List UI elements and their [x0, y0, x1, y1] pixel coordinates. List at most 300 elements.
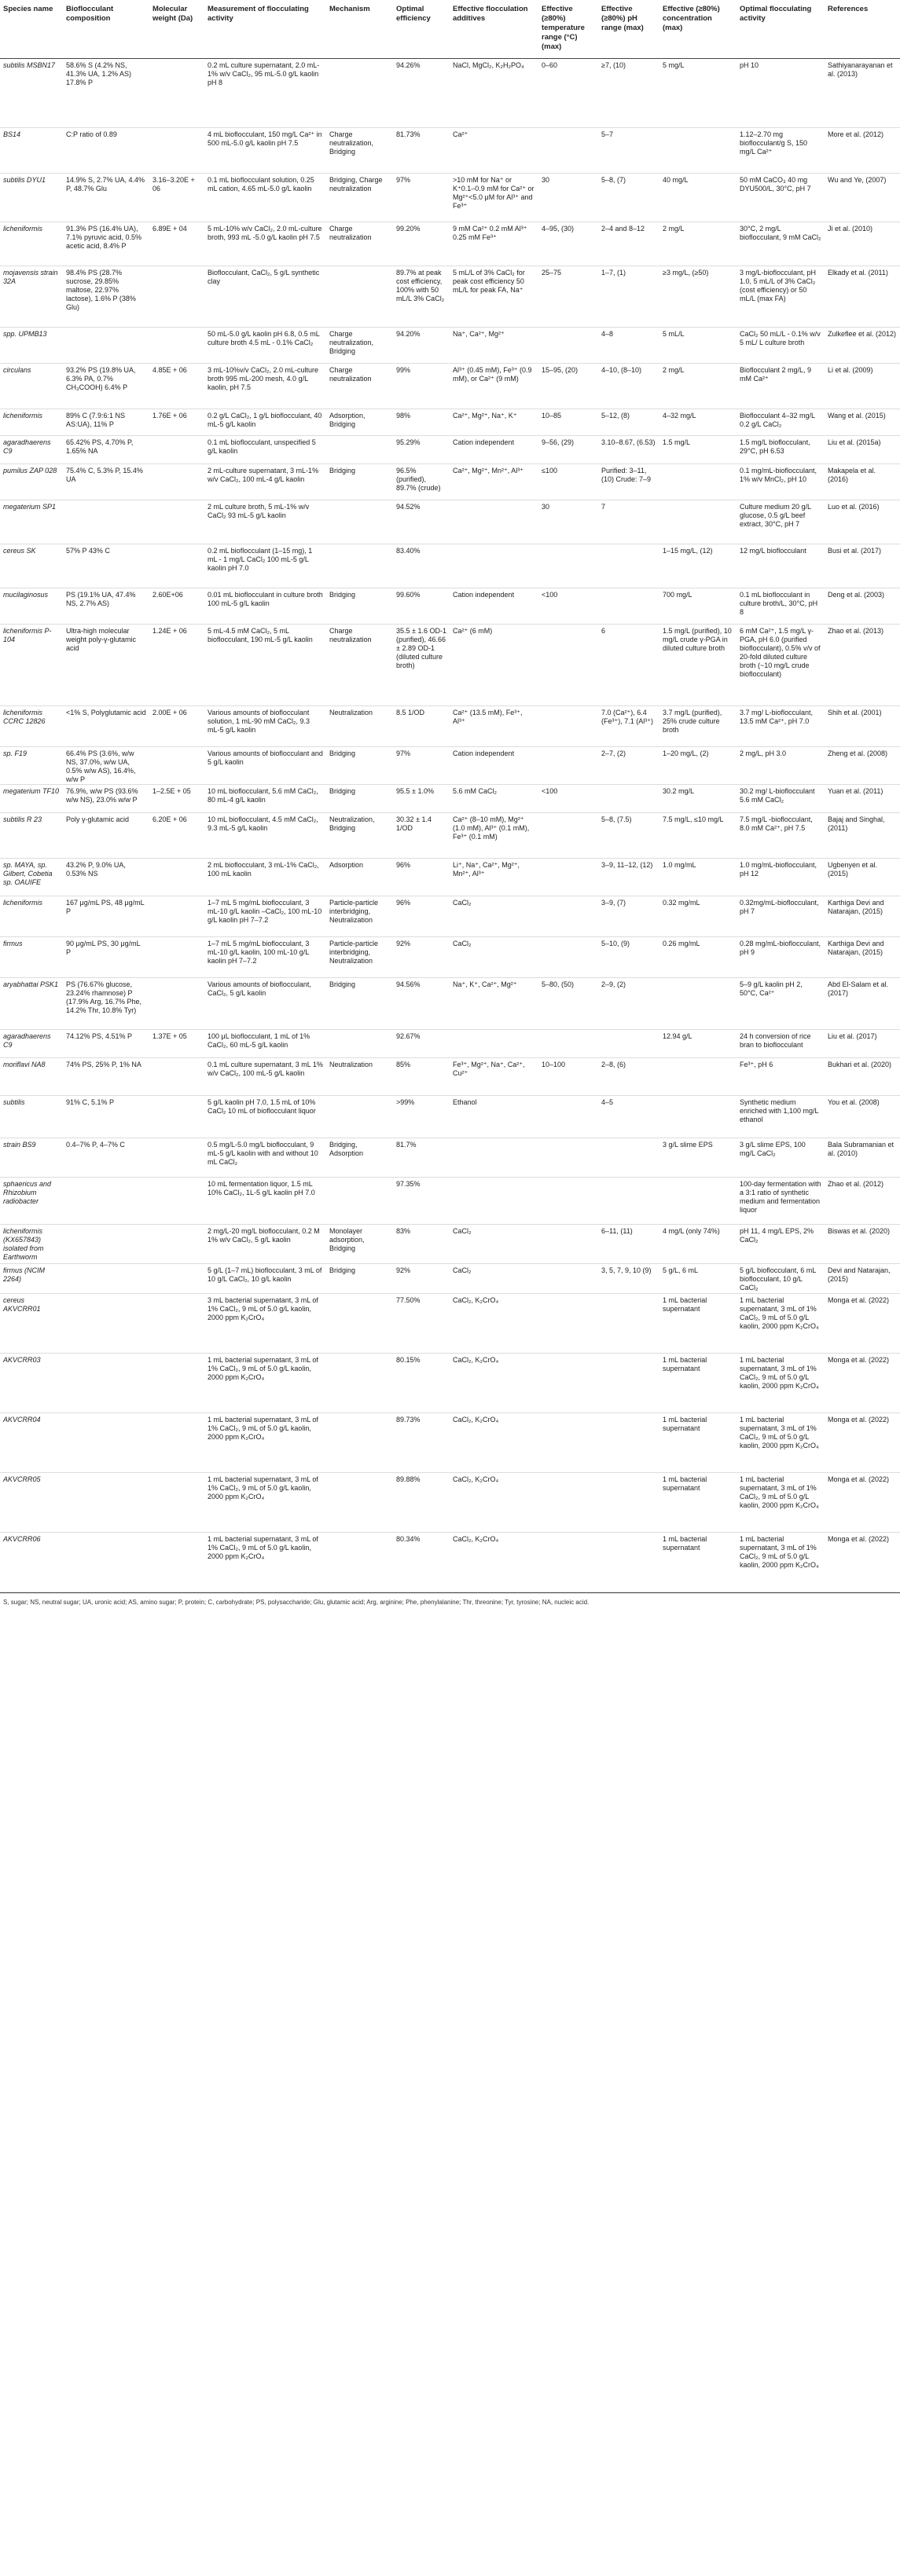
cell-effective-temperature-range: 30 — [542, 503, 550, 511]
cell-effective-concentration: 1 mL bacterial supernatant — [663, 1475, 707, 1492]
cell-effective-ph-range: 2–8, (6) — [601, 1061, 626, 1068]
cell-measurement-of-flocculating-activity: 5 g/L kaolin pH 7.0, 1.5 mL of 10% CaCl₂ 10 mL of bioflocculant liquor — [208, 1098, 316, 1115]
cell-mechanism — [326, 266, 393, 328]
cell-species-name: subtilis R 23 — [3, 815, 42, 823]
cell-species-name: strain BS9 — [3, 1141, 36, 1149]
cell-species-name: AKVCRR05 — [3, 1475, 41, 1483]
cell-molecular-weight — [149, 1058, 204, 1096]
cell-effective-flocculation-additives: Ca²⁺ (8–10 mM), Mg²⁺ (1.0 mM), Al³⁺ (0.1 mM), Fe³⁺ (0.1 mM) — [453, 815, 530, 841]
table-row — [0, 706, 900, 747]
table-row — [0, 1413, 900, 1473]
cell-measurement-of-flocculating-activity: 1 mL bacterial supernatant, 3 mL of 1% CaCl₂, 9 mL of 5.0 g/L kaolin, 2000 ppm K₂CrO₄ — [208, 1475, 318, 1501]
cell-effective-temperature-range: <100 — [542, 591, 558, 599]
cell-effective-ph-range: ≥7, (10) — [601, 61, 626, 69]
cell-bioflocculant-composition — [63, 1264, 149, 1294]
cell-mechanism: Charge neutralization — [329, 225, 372, 241]
cell-references: Deng et al. (2003) — [828, 591, 885, 599]
cell-measurement-of-flocculating-activity: 1–7 mL 5 mg/mL bioflocculant, 3 mL-10 g/L kaolin, 100 mL-10 g/L kaolin pH 7–7.2 — [208, 940, 310, 965]
cell-effective-flocculation-additives: Li⁺, Na⁺, Ca²⁺, Mg²⁺, Mn²⁺, Al³⁺ — [453, 861, 520, 878]
header-mechanism: Mechanism — [326, 0, 393, 59]
cell-bioflocculant-composition: 74% PS, 25% P, 1% NA — [66, 1061, 141, 1068]
cell-optimal-flocculating-activity: 5–9 g/L kaolin pH 2, 50°C, Ca²⁺ — [740, 980, 803, 997]
cell-effective-concentration: 1 mL bacterial supernatant — [663, 1535, 707, 1552]
cell-optimal-flocculating-activity: 3 mg/L-bioflocculant, pH 1.0, 5 mL/L of 3% CaCl₂ (cost efficiency) or 50 mL/L (max FA) — [740, 269, 817, 302]
cell-species-name: spp. UPMB13 — [3, 330, 47, 338]
table-row — [0, 588, 900, 625]
cell-molecular-weight — [149, 500, 204, 544]
cell-references: Monga et al. (2022) — [828, 1296, 890, 1304]
cell-species-name: megaterium TF10 — [3, 787, 60, 795]
cell-species-name: cereus AKVCRR01 — [3, 1296, 41, 1313]
table-row — [0, 1058, 900, 1096]
cell-bioflocculant-composition: <1% S, Polyglutamic acid — [66, 709, 146, 716]
table-row — [0, 1473, 900, 1533]
cell-effective-flocculation-additives: Ethanol — [453, 1098, 477, 1106]
cell-effective-temperature-range — [538, 896, 598, 937]
cell-optimal-flocculating-activity: 1 mL bacterial supernatant, 3 mL of 1% CaCl₂, 9 mL of 5.0 g/L kaolin, 2000 ppm K₂CrO₄ — [740, 1475, 819, 1509]
cell-molecular-weight — [149, 937, 204, 978]
cell-mechanism: Bridging — [329, 1266, 356, 1274]
header-measurement-of-flocculating-activity: Measurement of flocculating activity — [204, 0, 326, 59]
cell-bioflocculant-composition — [63, 1294, 149, 1354]
cell-references: Busi et al. (2017) — [828, 547, 882, 555]
cell-effective-ph-range: 5–8, (7.5) — [601, 815, 632, 823]
table-row — [0, 747, 900, 785]
cell-molecular-weight — [149, 544, 204, 588]
cell-bioflocculant-composition: 74.12% PS, 4.51% P — [66, 1032, 133, 1040]
cell-effective-ph-range: 3–9, (7) — [601, 899, 626, 907]
cell-effective-flocculation-additives: Ca²⁺, Mg²⁺, Na⁺, K⁺ — [453, 412, 517, 420]
cell-molecular-weight — [149, 1354, 204, 1413]
cell-effective-temperature-range — [538, 706, 598, 747]
cell-references: Liu et al. (2015a) — [828, 438, 881, 446]
cell-species-name: subtilis MSBN17 — [3, 61, 56, 69]
cell-effective-flocculation-additives — [450, 1138, 538, 1178]
cell-effective-concentration: 30.2 mg/L — [663, 787, 695, 795]
cell-effective-concentration: ≥3 mg/L, (≥50) — [663, 269, 709, 277]
cell-effective-flocculation-additives: 9 mM Ca²⁺ 0.2 mM Al³⁺ 0.25 mM Fe³⁺ — [453, 225, 527, 241]
cell-effective-flocculation-additives — [450, 544, 538, 588]
cell-measurement-of-flocculating-activity: 3 mL bacterial supernatant, 3 mL of 1% CaCl₂, 9 mL of 5.0 g/L kaolin, 2000 ppm K₂CrO₄ — [208, 1296, 318, 1321]
header-effective-concentration: Effective (≥80%) concentration (max) — [659, 0, 737, 59]
cell-optimal-flocculating-activity: 0.1 mg/mL-bioflocculant, 1% w/v MnCl₂, pH 10 — [740, 467, 817, 483]
cell-references: Abd El-Salam et al. (2017) — [828, 980, 889, 997]
cell-effective-flocculation-additives — [450, 500, 538, 544]
cell-effective-ph-range: 2–9, (2) — [601, 980, 626, 988]
table-row — [0, 937, 900, 978]
cell-effective-temperature-range: 25–75 — [542, 269, 562, 277]
cell-species-name: moriflavi NA8 — [3, 1061, 46, 1068]
cell-effective-flocculation-additives: Ca²⁺, Mg²⁺, Mn²⁺, Al³⁺ — [453, 467, 524, 475]
cell-effective-concentration: 4 mg/L (only 74%) — [663, 1227, 720, 1235]
cell-optimal-efficiency: 96% — [396, 899, 411, 907]
table-row — [0, 859, 900, 896]
cell-optimal-flocculating-activity: 50 mM CaCO₃ 40 mg DYU500/L, 30°C, pH 7 — [740, 176, 811, 192]
cell-references: Wu and Ye, (2007) — [828, 176, 887, 184]
cell-bioflocculant-composition: 66.4% PS (3.6%, w/w NS, 37.0%, w/w UA, 0.5% w/w AS), 16.4%, w/w P — [66, 749, 136, 783]
cell-molecular-weight — [149, 1096, 204, 1138]
cell-bioflocculant-composition: 75.4% C, 5.3% P, 15.4% UA — [66, 467, 143, 483]
cell-optimal-flocculating-activity: 5 g/L bioflocculant, 6 mL bioflocculant, 10 g/L CaCl₂ — [740, 1266, 816, 1292]
header-references: References — [825, 0, 900, 59]
cell-effective-concentration: 3.7 mg/L (purified), 25% crude culture broth — [663, 709, 722, 734]
cell-measurement-of-flocculating-activity: 4 mL bioflocculant, 150 mg/L Ca²⁺ in 500 mL-5.0 g/L kaolin pH 7.5 — [208, 130, 322, 147]
cell-effective-concentration: 1.5 mg/L (purified), 10 mg/L crude γ-PGA in diluted culture broth — [663, 627, 732, 652]
cell-species-name: licheniformis — [3, 412, 43, 420]
cell-effective-flocculation-additives: Na⁺, K⁺, Ca²⁺, Mg²⁺ — [453, 980, 517, 988]
table-row — [0, 266, 900, 328]
table-row — [0, 222, 900, 266]
cell-effective-concentration: 5 g/L, 6 mL — [663, 1266, 699, 1274]
cell-molecular-weight — [149, 1294, 204, 1354]
cell-effective-concentration — [659, 500, 737, 544]
cell-measurement-of-flocculating-activity: 5 mL-4.5 mM CaCl₂, 5 mL bioflocculant, 190 mL-5 g/L kaolin — [208, 627, 313, 643]
cell-effective-temperature-range: 10–85 — [542, 412, 562, 420]
cell-effective-ph-range: 7.0 (Ca²⁺), 6.4 (Fe³⁺), 7.1 (Al³⁺) — [601, 709, 654, 725]
cell-effective-temperature-range — [538, 328, 598, 364]
cell-optimal-efficiency: 89.7% at peak cost efficiency, 100% with 50 mL/L 3% CaCl₂ — [396, 269, 445, 302]
table-row — [0, 128, 900, 174]
cell-mechanism — [326, 1413, 393, 1473]
cell-effective-flocculation-additives: Cation independent — [453, 591, 515, 599]
cell-mechanism — [326, 59, 393, 128]
cell-references: Sathiyanarayanan et al. (2013) — [828, 61, 893, 78]
cell-effective-temperature-range — [538, 1030, 598, 1058]
cell-species-name: firmus (NCIM 2264) — [3, 1266, 45, 1283]
cell-effective-flocculation-additives: Ca²⁺ — [453, 130, 468, 138]
cell-effective-ph-range: 4–5 — [601, 1098, 614, 1106]
cell-species-name: firmus — [3, 940, 23, 947]
cell-optimal-efficiency: 30.32 ± 1.4 1/OD — [396, 815, 432, 832]
cell-molecular-weight — [149, 464, 204, 500]
cell-species-name: sp. MAYA, sp. Gilbert, Cobetia sp. OAUIFE — [3, 861, 53, 886]
cell-effective-concentration: 0.26 mg/mL — [663, 940, 700, 947]
table-row — [0, 1294, 900, 1354]
cell-molecular-weight: 1.76E + 06 — [152, 412, 187, 420]
cell-measurement-of-flocculating-activity: 2 mL bioflocculant, 3 mL-1% CaCl₂, 100 mL kaolin — [208, 861, 319, 878]
cell-effective-flocculation-additives: CaCl₂, K₂CrO₄ — [453, 1416, 499, 1424]
cell-effective-temperature-range — [538, 1354, 598, 1413]
cell-effective-temperature-range: 30 — [542, 176, 550, 184]
cell-references: Biswas et al. (2020) — [828, 1227, 891, 1235]
table-row — [0, 1138, 900, 1178]
cell-effective-temperature-range: 4–95, (30) — [542, 225, 575, 233]
cell-species-name: AKVCRR03 — [3, 1356, 41, 1364]
cell-references: Zhao et al. (2013) — [828, 627, 884, 635]
cell-mechanism: Neutralization — [329, 709, 373, 716]
cell-effective-flocculation-additives: Cation independent — [453, 749, 515, 757]
cell-effective-flocculation-additives: >10 mM for Na⁺ or K⁺0.1–0.9 mM for Ca²⁺ or Mg²⁺<5.0 μM for Al³⁺ and Fe³⁺ — [453, 176, 534, 210]
cell-species-name: licheniformis — [3, 899, 43, 907]
cell-effective-ph-range — [598, 1473, 659, 1533]
cell-measurement-of-flocculating-activity: 0.2 g/L CaCl₂, 1 g/L bioflocculant, 40 mL-5 g/L kaolin — [208, 412, 322, 428]
cell-optimal-efficiency: 94.26% — [396, 61, 421, 69]
cell-effective-ph-range: 6 — [601, 627, 606, 635]
header-molecular-weight: Molecular weight (Da) — [149, 0, 204, 59]
cell-bioflocculant-composition — [63, 1354, 149, 1413]
cell-optimal-flocculating-activity: 7.5 mg/L -bioflocculant, 8.0 mM Ca²⁺, pH 7.5 — [740, 815, 813, 832]
cell-effective-concentration: 12.94 g/L — [663, 1032, 692, 1040]
cell-species-name: megaterium SP1 — [3, 503, 57, 511]
cell-effective-ph-range: 2–4 and 8–12 — [601, 225, 645, 233]
cell-species-name: AKVCRR04 — [3, 1416, 41, 1424]
cell-bioflocculant-composition: 0.4–7% P, 4–7% C — [66, 1141, 125, 1149]
cell-optimal-flocculating-activity: 1 mL bacterial supernatant, 3 mL of 1% CaCl₂, 9 mL of 5.0 g/L kaolin, 2000 ppm K₂CrO₄ — [740, 1416, 819, 1449]
cell-effective-flocculation-additives: CaCl₂ — [453, 940, 472, 947]
cell-measurement-of-flocculating-activity: Bioflocculant, CaCl₂, 5 g/L synthetic clay — [208, 269, 320, 285]
cell-effective-ph-range: 1–7, (1) — [601, 269, 626, 277]
cell-optimal-flocculating-activity: 12 mg/L bioflocculant — [740, 547, 806, 555]
cell-effective-temperature-range — [538, 1138, 598, 1178]
cell-mechanism: Particle-particle interbridging, Neutralization — [329, 940, 379, 965]
cell-optimal-efficiency: 85% — [396, 1061, 411, 1068]
cell-species-name: licheniformis P-104 — [3, 627, 52, 643]
cell-effective-concentration: 1.0 mg/mL — [663, 861, 696, 869]
cell-references: Monga et al. (2022) — [828, 1356, 890, 1364]
cell-molecular-weight — [149, 1264, 204, 1294]
cell-effective-ph-range: 5–12, (8) — [601, 412, 630, 420]
cell-species-name: aryabhattai PSK1 — [3, 980, 59, 988]
cell-optimal-efficiency: 99% — [396, 366, 411, 374]
cell-species-name: subtilis — [3, 1098, 25, 1106]
cell-bioflocculant-composition: 43.2% P, 9.0% UA, 0.53% NS — [66, 861, 126, 878]
cell-species-name: circulans — [3, 366, 31, 374]
cell-mechanism — [326, 1354, 393, 1413]
cell-mechanism: Bridging — [329, 591, 356, 599]
cell-optimal-efficiency: 81.73% — [396, 130, 421, 138]
cell-effective-concentration: 1 mL bacterial supernatant — [663, 1356, 707, 1372]
cell-optimal-flocculating-activity: 0.32mg/mL-bioflocculant, pH 7 — [740, 899, 819, 915]
cell-molecular-weight — [149, 59, 204, 128]
header-effective-temperature-range: Effective (≥80%) temperature range (°C) (max) — [538, 0, 598, 59]
cell-effective-temperature-range — [538, 1294, 598, 1354]
cell-effective-flocculation-additives: Fe³⁺, Mg²⁺, Na⁺, Ca²⁺, Cu²⁺ — [453, 1061, 525, 1077]
cell-effective-concentration: 700 mg/L — [663, 591, 692, 599]
cell-molecular-weight: 1.24E + 06 — [152, 627, 187, 635]
cell-optimal-flocculating-activity: 24 h conversion of rice bran to bioflocculant — [740, 1032, 811, 1049]
cell-effective-flocculation-additives: 5.6 mM CaCl₂ — [453, 787, 498, 795]
cell-effective-temperature-range: ≤100 — [542, 467, 557, 475]
cell-references: Zhao et al. (2012) — [828, 1180, 884, 1188]
header-effective-flocculation-additives: Effective flocculation additives — [450, 0, 538, 59]
cell-optimal-flocculating-activity: 2 mg/L, pH 3.0 — [740, 749, 787, 757]
table-row — [0, 174, 900, 222]
header-row — [0, 0, 900, 59]
cell-references: Wang et al. (2015) — [828, 412, 886, 420]
cell-measurement-of-flocculating-activity: 1 mL bacterial supernatant, 3 mL of 1% CaCl₂, 9 mL of 5.0 g/L kaolin, 2000 ppm K₂CrO₄ — [208, 1416, 318, 1441]
table-row — [0, 59, 900, 128]
cell-optimal-flocculating-activity: 3 g/L slime EPS, 100 mg/L CaCl₂ — [740, 1141, 806, 1157]
cell-optimal-flocculating-activity: 0.1 mL bioflocculant in culture broth/L, 30°C, pH 8 — [740, 591, 818, 616]
cell-references: Makapela et al. (2016) — [828, 467, 876, 483]
cell-mechanism: Adsorption, Bridging — [329, 412, 366, 428]
cell-effective-flocculation-additives — [450, 1178, 538, 1225]
cell-bioflocculant-composition: 89% C (7.9:6:1 NS AS:UA), 11% P — [66, 412, 126, 428]
table-row — [0, 328, 900, 364]
cell-effective-temperature-range: <100 — [542, 787, 558, 795]
cell-molecular-weight — [149, 896, 204, 937]
cell-effective-flocculation-additives: Na⁺, Ca²⁺, Mg²⁺ — [453, 330, 505, 338]
table-row — [0, 1178, 900, 1225]
cell-bioflocculant-composition: PS (19.1% UA, 47.4% NS, 2.7% AS) — [66, 591, 136, 607]
table-row — [0, 1096, 900, 1138]
cell-optimal-efficiency: 97% — [396, 749, 411, 757]
cell-measurement-of-flocculating-activity: 2 mg/L-20 mg/L bioflocculant, 0.2 M 1% w/v CaCl₂, 5 g/L kaolin — [208, 1227, 320, 1244]
cell-effective-ph-range: 5–8, (7) — [601, 176, 626, 184]
cell-species-name: sphaericus and Rhizobium radiobacter — [3, 1180, 52, 1205]
cell-effective-temperature-range — [538, 1533, 598, 1592]
table-row — [0, 813, 900, 859]
cell-bioflocculant-composition: 14.9% S, 2.7% UA, 4.4% P, 48.7% Glu — [66, 176, 145, 192]
cell-measurement-of-flocculating-activity: Various amounts of bioflocculant and 5 g/L kaolin — [208, 749, 323, 766]
cell-measurement-of-flocculating-activity: 0.5 mg/L-5.0 mg/L bioflocculant, 9 mL-5 g/L kaolin with and without 10 mL CaCl₂ — [208, 1141, 318, 1166]
table-row — [0, 1030, 900, 1058]
cell-effective-concentration — [659, 1096, 737, 1138]
cell-mechanism — [326, 1473, 393, 1533]
cell-optimal-efficiency: 92.67% — [396, 1032, 421, 1040]
cell-measurement-of-flocculating-activity: 100 μL bioflocculant, 1 mL of 1% CaCl₂, 60 mL-5 g/L kaolin — [208, 1032, 310, 1049]
cell-measurement-of-flocculating-activity: 0.1 mL culture supernatant, 3 mL 1% w/v CaCl₂, 100 mL-5 g/L kaolin — [208, 1061, 323, 1077]
cell-effective-temperature-range — [538, 747, 598, 785]
cell-effective-ph-range — [598, 1138, 659, 1178]
cell-optimal-flocculating-activity: 100-day fermentation with a 3:1 ratio of synthetic medium and fermentation liquor — [740, 1180, 821, 1214]
cell-bioflocculant-composition: Poly γ-glutamic acid — [66, 815, 130, 823]
cell-effective-temperature-range: 10–100 — [542, 1061, 566, 1068]
cell-effective-concentration: 2 mg/L — [663, 366, 685, 374]
cell-mechanism — [326, 544, 393, 588]
cell-mechanism: Bridging — [329, 467, 356, 475]
table-row — [0, 1264, 900, 1294]
cell-optimal-efficiency: 80.34% — [396, 1535, 421, 1543]
cell-optimal-efficiency: 89.73% — [396, 1416, 421, 1424]
cell-effective-flocculation-additives: CaCl₂ — [453, 899, 472, 907]
table-row — [0, 785, 900, 813]
cell-effective-concentration — [659, 1178, 737, 1225]
cell-effective-ph-range — [598, 1294, 659, 1354]
cell-bioflocculant-composition — [63, 500, 149, 544]
cell-bioflocculant-composition: 90 μg/mL PS, 30 μg/mL P — [66, 940, 141, 956]
cell-effective-ph-range: 4–8 — [601, 330, 614, 338]
cell-measurement-of-flocculating-activity: 2 mL culture broth, 5 mL-1% w/v CaCl₂ 93 mL-5 g/L kaolin — [208, 503, 310, 519]
cell-effective-flocculation-additives: CaCl₂, K₂CrO₄ — [453, 1356, 499, 1364]
cell-optimal-flocculating-activity: 30°C, 2 mg/L bioflocculant, 9 mM CaCl₂ — [740, 225, 821, 241]
cell-effective-concentration: 1 mL bacterial supernatant — [663, 1416, 707, 1432]
cell-mechanism — [326, 500, 393, 544]
cell-optimal-efficiency: 35.5 ± 1.6 OD-1 (purified), 46.66 ± 2.89 OD-1 (diluted culture broth) — [396, 627, 446, 669]
cell-species-name: BS14 — [3, 130, 21, 138]
cell-mechanism: Bridging, Charge neutralization — [329, 176, 383, 192]
cell-molecular-weight — [149, 747, 204, 785]
header-species-name: Species name — [0, 0, 63, 59]
cell-species-name: AKVCRR06 — [3, 1535, 41, 1543]
cell-optimal-efficiency: >99% — [396, 1098, 415, 1106]
cell-mechanism: Bridging — [329, 980, 356, 988]
cell-molecular-weight — [149, 1225, 204, 1264]
cell-effective-concentration — [659, 464, 737, 500]
cell-measurement-of-flocculating-activity: 10 mL fermentation liquor, 1.5 mL 10% CaCl₂, 1L-5 g/L kaolin pH 7.0 — [208, 1180, 315, 1196]
cell-effective-temperature-range — [538, 859, 598, 896]
cell-mechanism: Monolayer adsorption, Bridging — [329, 1227, 365, 1252]
cell-effective-concentration: 40 mg/L — [663, 176, 689, 184]
cell-bioflocculant-composition: 167 μg/mL PS, 48 μg/mL P — [66, 899, 145, 915]
cell-optimal-flocculating-activity: 1.12–2.70 mg bioflocculant/g S, 150 mg/L Ca²⁺ — [740, 130, 808, 156]
cell-effective-flocculation-additives: CaCl₂, K₂CrO₄ — [453, 1475, 499, 1483]
cell-effective-ph-range: 7 — [601, 503, 606, 511]
cell-molecular-weight: 6.20E + 06 — [152, 815, 187, 823]
cell-bioflocculant-composition: 98.4% PS (28.7% sucrose, 29.85% maltose, 22.97% lactose), 1.6% P (38% Glu) — [66, 269, 136, 311]
cell-effective-concentration: 4–32 mg/L — [663, 412, 696, 420]
cell-optimal-efficiency: 99.60% — [396, 591, 421, 599]
cell-effective-flocculation-additives — [450, 1030, 538, 1058]
cell-mechanism: Adsorption — [329, 861, 364, 869]
cell-optimal-flocculating-activity: Bioflocculant 4–32 mg/L 0.2 g/L CaCl₂ — [740, 412, 815, 428]
cell-references: Luo et al. (2016) — [828, 503, 880, 511]
cell-optimal-flocculating-activity: 1 mL bacterial supernatant, 3 mL of 1% CaCl₂, 9 mL of 5.0 g/L kaolin, 2000 ppm K₂CrO₄ — [740, 1535, 819, 1569]
cell-species-name: agaradhaerens C9 — [3, 438, 51, 455]
cell-effective-flocculation-additives: CaCl₂, K₂CrO₄ — [453, 1535, 499, 1543]
cell-mechanism — [326, 1533, 393, 1592]
cell-mechanism — [326, 436, 393, 464]
cell-effective-flocculation-additives: Ca²⁺ (6 mM) — [453, 627, 493, 635]
cell-bioflocculant-composition: C:P ratio of 0.89 — [66, 130, 117, 138]
cell-effective-concentration — [659, 978, 737, 1030]
cell-references: Ji et al. (2010) — [828, 225, 873, 233]
cell-molecular-weight: 6.89E + 04 — [152, 225, 187, 233]
cell-optimal-efficiency: 96% — [396, 861, 411, 869]
table-row — [0, 464, 900, 500]
cell-species-name: licheniformis CCRC 12826 — [3, 709, 46, 725]
cell-optimal-flocculating-activity: 6 mM Ca²⁺, 1.5 mg/L γ-PGA, pH 6.0 (purified bioflocculant), 0.5% v/v of 20-fold diluted culture broth (~10 mg/L crude bioflocculant) — [740, 627, 821, 678]
header-optimal-efficiency: Optimal efficiency — [393, 0, 450, 59]
cell-effective-flocculation-additives: NaCl, MgCl₂, K₂H₂PO₄ — [453, 61, 524, 69]
table-row — [0, 544, 900, 588]
cell-mechanism: Charge neutralization — [329, 627, 372, 643]
cell-effective-flocculation-additives: CaCl₂ — [453, 1227, 472, 1235]
cell-effective-temperature-range — [538, 1413, 598, 1473]
cell-effective-concentration — [659, 1058, 737, 1096]
cell-references: Ugbenyen et al. (2015) — [828, 861, 878, 878]
cell-optimal-flocculating-activity: 0.28 mg/mL-bioflocculant, pH 9 — [740, 940, 821, 956]
cell-mechanism: Bridging — [329, 749, 356, 757]
cell-species-name: sp. F19 — [3, 749, 28, 757]
cell-references: Liu et al. (2017) — [828, 1032, 877, 1040]
cell-effective-temperature-range — [538, 1473, 598, 1533]
cell-measurement-of-flocculating-activity: 1 mL bacterial supernatant, 3 mL of 1% CaCl₂, 9 mL of 5.0 g/L kaolin, 2000 ppm K₂CrO₄ — [208, 1535, 318, 1560]
cell-optimal-efficiency: 8.5 1/OD — [396, 709, 425, 716]
cell-molecular-weight — [149, 1178, 204, 1225]
cell-effective-concentration: 0.32 mg/mL — [663, 899, 700, 907]
cell-optimal-efficiency: 83.40% — [396, 547, 421, 555]
table-row — [0, 364, 900, 409]
table-row — [0, 436, 900, 464]
cell-effective-ph-range — [598, 588, 659, 625]
table-header — [0, 0, 900, 59]
cell-molecular-weight — [149, 978, 204, 1030]
header-optimal-flocculating-activity: Optimal flocculating activity — [737, 0, 825, 59]
cell-effective-temperature-range — [538, 1096, 598, 1138]
cell-molecular-weight — [149, 1138, 204, 1178]
cell-molecular-weight — [149, 266, 204, 328]
cell-effective-ph-range — [598, 1354, 659, 1413]
cell-bioflocculant-composition — [63, 328, 149, 364]
cell-references: More et al. (2012) — [828, 130, 884, 138]
cell-references: Bajaj and Singhal, (2011) — [828, 815, 885, 832]
cell-effective-flocculation-additives: 5 mL/L of 3% CaCl₂ for peak cost efficiency 50 mL/L for peak FA, Na⁺ — [453, 269, 525, 294]
cell-species-name: cereus SK — [3, 547, 36, 555]
cell-mechanism — [326, 1178, 393, 1225]
cell-references: Elkady et al. (2011) — [828, 269, 888, 277]
cell-effective-ph-range — [598, 1030, 659, 1058]
